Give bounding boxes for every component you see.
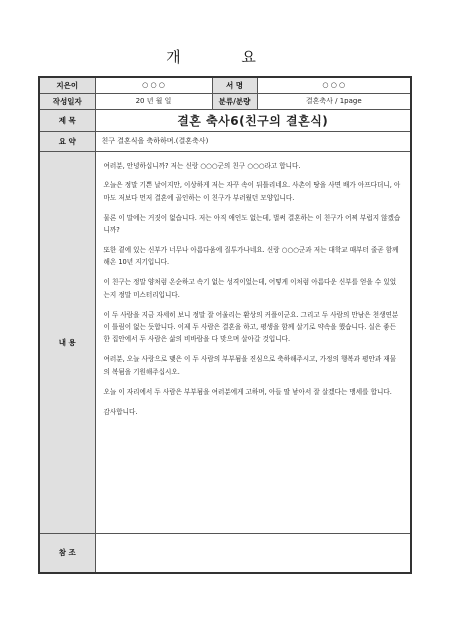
paragraph: 이 두 사람을 지금 자세히 보니 정말 잘 어울리는 환상의 커플이군요. 그리고 두 사람의 만남은 천생연분이 틀림이 없는 듯합니다. 이제 두 사람은 결혼을 하고, 평생을 함께 살기로 약속을 했습니다. 실은 좋든 한 집안에서 두 사람은 삶의 비바람을 다 맞으며 살아갈 것입니다. (103, 310, 399, 344)
category-value: 결혼축사 / 1page (257, 93, 411, 109)
paragraph: 감사합니다. (103, 407, 138, 416)
category-label: 분류/분량 (212, 93, 257, 109)
paragraph: 이 친구는 정말 양처럼 온순하고 속기 없는 성격이었는데, 어떻게 이처럼 아름다운 신부를 얻을 수 있었는지 정말 미스터리입니다. (103, 278, 397, 299)
content-label: 내 용 (39, 151, 95, 533)
paragraph: 오늘은 정말 기쁜 날이지만, 이상하게 저는 자꾸 속이 뒤틀리네요. 사촌이 땅을 사면 배가 아프다더니, 아마도 저보다 먼저 결혼에 골인하는 이 친구가 부러웠던 모양입니다. (103, 181, 401, 202)
author-value: ○ ○ ○ (95, 77, 212, 93)
date-value: 20 년 월 일 (95, 93, 212, 109)
subject-value: 결혼 축사6(친구의 결혼식) (95, 109, 411, 131)
date-label: 작성일자 (39, 93, 95, 109)
paragraph: 물론 이 말에는 거짓이 없습니다. 저는 아직 애인도 없는데, 벌써 결혼하는 이 친구가 어찌 부럽지 않겠습니까? (103, 213, 401, 235)
paragraph: 여러분, 안녕하십니까? 저는 신랑 ○○○군의 친구 ○○○라고 합니다. (103, 161, 301, 170)
paragraph: 오늘 이 자리에서 두 사람은 부부됨을 여러분에게 고하며, 아들 딸 낳아서 잘 살겠다는 맹세를 합니다. (103, 387, 392, 396)
paragraph: 또한 곁에 있는 신부가 너무나 아름다움에 질투가나네요. 신랑 ○○○군과 저는 대학교 때부터 줄곧 함께 해온 10년 지기입니다. (103, 246, 399, 267)
reference-label: 참 조 (39, 533, 95, 573)
signature-value: ○ ○ ○ (257, 77, 411, 93)
summary-label: 요 약 (39, 131, 95, 151)
author-label: 지은이 (39, 77, 95, 93)
content-body (95, 151, 411, 533)
page-title: 개 요 (166, 48, 284, 66)
subject-label: 제 목 (39, 109, 95, 131)
paragraph: 여러분, 오늘 사랑으로 맺은 이 두 사람의 부부됨을 진심으로 축하해주시고, 가정의 행복과 평안과 재물의 복됨을 기원해주십시오. (103, 355, 397, 376)
signature-label: 서 명 (212, 77, 257, 93)
summary-form-table (38, 76, 412, 574)
summary-value: 친구 결혼식을 축하하며.(결혼축사) (95, 131, 411, 151)
reference-value (95, 533, 411, 573)
